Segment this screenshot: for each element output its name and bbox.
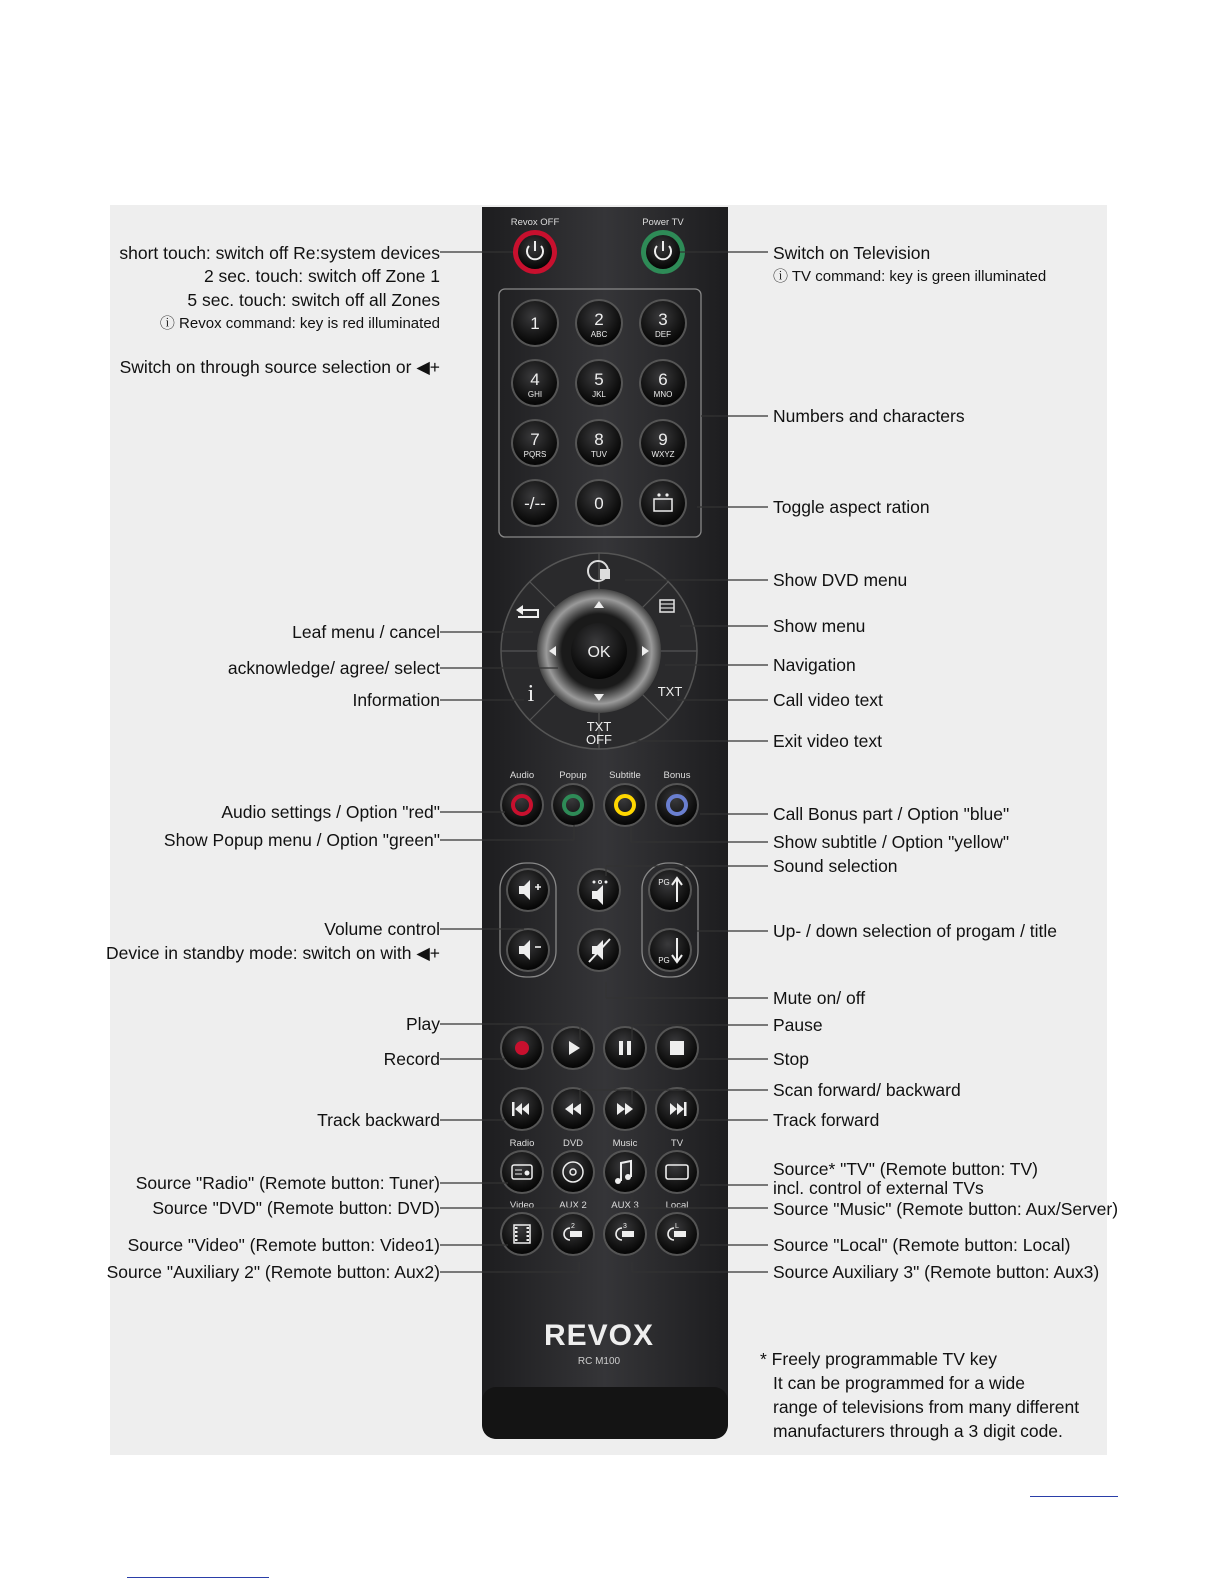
source-label: Radio xyxy=(509,1138,535,1149)
key-digit: 0 xyxy=(594,494,604,513)
label-dvd-menu: Show DVD menu xyxy=(773,570,908,590)
key-letters: PQRS xyxy=(523,450,547,459)
label-popup-menu: Show Popup menu / Option "green" xyxy=(163,830,440,850)
label-volume-control: Volume control xyxy=(324,919,440,939)
source-label: Video xyxy=(509,1200,535,1211)
footnote-line-1: * Freely programmable TV key xyxy=(760,1349,997,1369)
label-switch-on-source: Switch on through source selection or ◀+ xyxy=(119,357,440,377)
key-digit: 4 xyxy=(530,370,540,389)
aux-mark: L xyxy=(675,1223,679,1230)
color-key-label: Popup xyxy=(559,770,587,781)
key-digit: 5 xyxy=(594,370,604,389)
footer-rule xyxy=(127,1577,269,1578)
key-digit: 1 xyxy=(530,314,540,333)
label-tv-command: ⓘ TV command: key is green illuminated xyxy=(773,268,1047,285)
label-source-aux2: Source "Auxiliary 2" (Remote button: Aux2) xyxy=(106,1262,440,1282)
label-sound-selection: Sound selection xyxy=(773,856,898,876)
label-2sec-touch: 2 sec. touch: switch off Zone 1 xyxy=(203,266,440,286)
pg-label: PG xyxy=(658,956,670,965)
model-label: RC M100 xyxy=(577,1356,621,1367)
label-source-video: Source "Video" (Remote button: Video1) xyxy=(127,1235,440,1255)
color-key-label: Subtitle xyxy=(609,770,641,781)
key-digit: 9 xyxy=(658,430,668,449)
label-track-backward: Track backward xyxy=(317,1110,440,1130)
source-label: TV xyxy=(670,1138,684,1149)
key-digit: 2 xyxy=(594,310,604,329)
label-short-touch: short touch: switch off Re:system devices xyxy=(119,243,440,263)
key-digit: -/-- xyxy=(524,494,546,513)
footnote-line-2: It can be programmed for a wide xyxy=(773,1373,1025,1393)
label-source-radio: Source "Radio" (Remote button: Tuner) xyxy=(135,1173,440,1193)
source-label: AUX 3 xyxy=(611,1200,639,1211)
pg-label: PG xyxy=(658,878,670,887)
key-digit: 6 xyxy=(658,370,668,389)
txt-button[interactable]: TXT xyxy=(657,684,683,699)
label-source-tv: Source* "TV" (Remote button: TV) xyxy=(773,1159,1038,1179)
label-subtitle: Show subtitle / Option "yellow" xyxy=(773,832,1010,852)
revox-off-label: Revox OFF xyxy=(510,217,560,228)
label-pause: Pause xyxy=(773,1015,823,1035)
txt-off-label-1[interactable]: TXT xyxy=(586,719,612,734)
label-information: Information xyxy=(352,690,440,710)
key-letters: MNO xyxy=(653,390,673,399)
color-key-label: Bonus xyxy=(663,770,691,781)
label-source-local: Source "Local" (Remote button: Local) xyxy=(773,1235,1071,1255)
key-digit: 3 xyxy=(658,310,668,329)
label-program-selection: Up- / down selection of progam / title xyxy=(773,921,1058,941)
ok-label: OK xyxy=(587,644,611,661)
label-audio-settings: Audio settings / Option "red" xyxy=(221,802,440,822)
page-rule xyxy=(1030,1496,1118,1497)
label-aspect: Toggle aspect ration xyxy=(773,497,930,517)
label-source-aux3: Source Auxiliary 3" (Remote button: Aux3) xyxy=(773,1262,1100,1282)
source-label: AUX 2 xyxy=(559,1200,587,1211)
label-record: Record xyxy=(383,1049,440,1069)
label-source-dvd: Source "DVD" (Remote button: DVD) xyxy=(152,1198,440,1218)
label-leaf-menu: Leaf menu / cancel xyxy=(292,622,440,642)
source-label: DVD xyxy=(562,1138,584,1149)
key-letters: JKL xyxy=(592,390,606,399)
key-letters: ABC xyxy=(590,330,608,339)
footnote-line-4: manufacturers through a 3 digit code. xyxy=(773,1421,1063,1441)
label-external-tvs: incl. control of external TVs xyxy=(773,1178,984,1198)
source-label: Music xyxy=(612,1138,638,1149)
label-play: Play xyxy=(405,1014,440,1034)
power-tv-label: Power TV xyxy=(642,217,684,228)
aux-mark: 3 xyxy=(623,1223,627,1230)
label-numbers: Numbers and characters xyxy=(773,406,965,426)
label-revox-command: ⓘ Revox command: key is red illuminated xyxy=(159,315,440,332)
key-digit: 8 xyxy=(594,430,604,449)
label-switch-on-tv: Switch on Television xyxy=(773,243,931,263)
label-track-forward: Track forward xyxy=(773,1110,880,1130)
label-mute: Mute on/ off xyxy=(773,988,866,1008)
label-stop: Stop xyxy=(773,1049,809,1069)
aux-mark: 2 xyxy=(571,1223,575,1230)
label-exit-video-text: Exit video text xyxy=(773,731,882,751)
source-label: Local xyxy=(665,1200,689,1211)
key-letters: DEF xyxy=(655,330,671,339)
footnote-line-3: range of televisions from many different xyxy=(773,1397,1080,1417)
key-letters: TUV xyxy=(591,450,607,459)
label-show-menu: Show menu xyxy=(773,616,866,636)
key-letters: GHI xyxy=(527,390,543,399)
key-letters: WXYZ xyxy=(651,450,675,459)
label-video-text: Call video text xyxy=(773,690,883,710)
key-digit: 7 xyxy=(530,430,540,449)
label-5sec-touch: 5 sec. touch: switch off all Zones xyxy=(187,290,440,310)
txt-off-label-2[interactable]: OFF xyxy=(586,732,612,747)
info-button[interactable]: i xyxy=(527,681,535,707)
label-navigation: Navigation xyxy=(773,655,856,675)
label-acknowledge: acknowledge/ agree/ select xyxy=(227,658,440,678)
color-key-label: Audio xyxy=(509,770,535,781)
label-standby: Device in standby mode: switch on with ◀+ xyxy=(106,943,440,963)
label-scan: Scan forward/ backward xyxy=(773,1080,961,1100)
brand-logo: REVOX xyxy=(543,1319,655,1352)
label-source-music: Source "Music" (Remote button: Aux/Server) xyxy=(773,1199,1119,1219)
label-bonus: Call Bonus part / Option "blue" xyxy=(773,804,1010,824)
